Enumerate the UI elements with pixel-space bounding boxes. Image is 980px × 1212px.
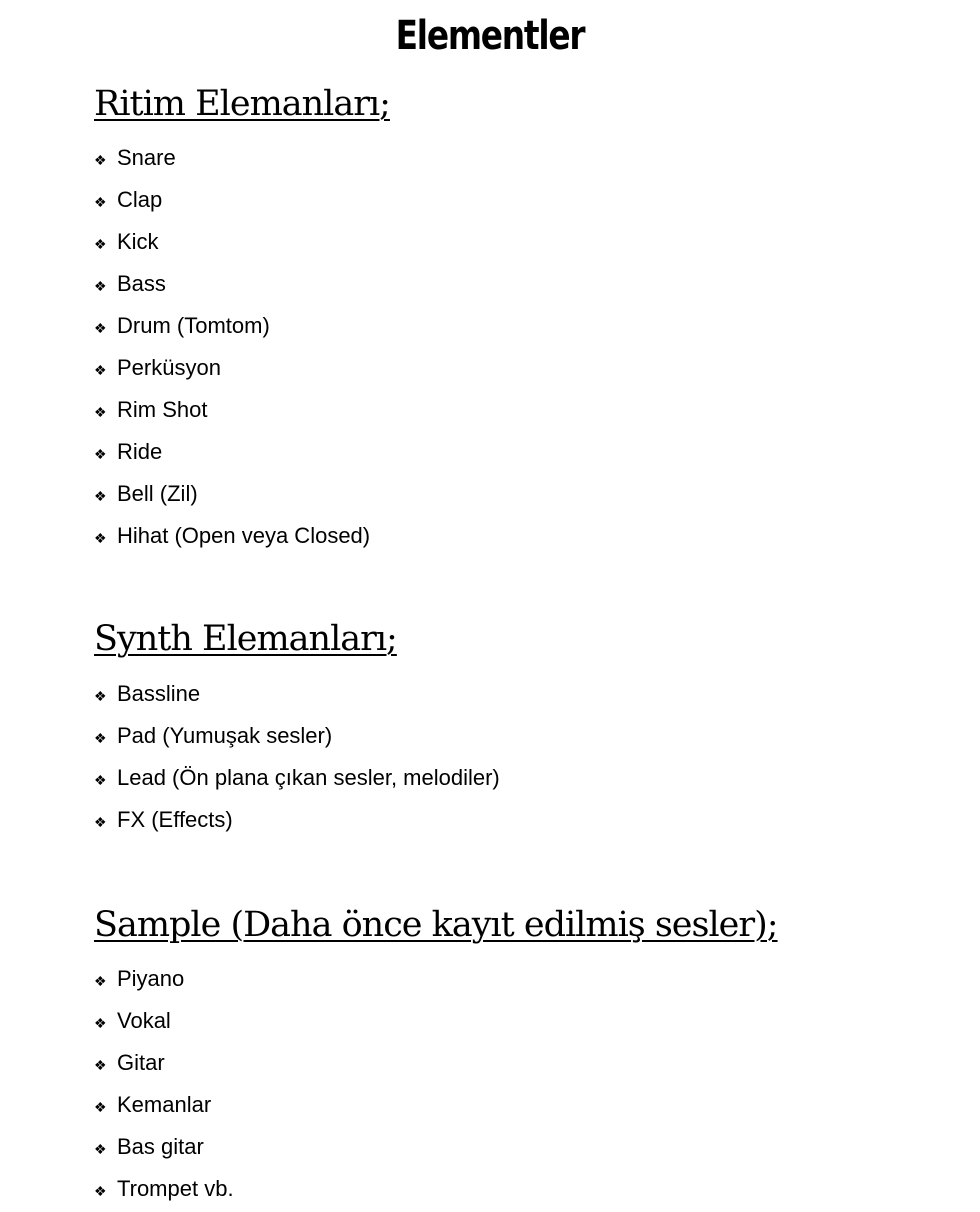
list-item: ❖ FX (Effects) bbox=[94, 799, 500, 841]
diamond-bullet-icon: ❖ bbox=[94, 730, 107, 746]
diamond-bullet-icon: ❖ bbox=[94, 152, 107, 168]
list-item: ❖ Kemanlar bbox=[94, 1084, 234, 1126]
list-item: ❖ Lead (Ön plana çıkan sesler, melodiler) bbox=[94, 757, 500, 799]
diamond-bullet-icon: ❖ bbox=[94, 814, 107, 830]
list-item: ❖ Kick bbox=[94, 221, 370, 263]
diamond-bullet-icon: ❖ bbox=[94, 1057, 107, 1073]
list-item: ❖ Ride bbox=[94, 431, 370, 473]
list-item: ❖ Drum (Tomtom) bbox=[94, 305, 370, 347]
section-heading-sample: Sample (Daha önce kayıt edilmiş sesler); bbox=[94, 905, 778, 945]
diamond-bullet-icon: ❖ bbox=[94, 278, 107, 294]
list-item: ❖ Hihat (Open veya Closed) bbox=[94, 515, 370, 557]
diamond-bullet-icon: ❖ bbox=[94, 1183, 107, 1199]
diamond-bullet-icon: ❖ bbox=[94, 1015, 107, 1031]
diamond-bullet-icon: ❖ bbox=[94, 1099, 107, 1115]
diamond-bullet-icon: ❖ bbox=[94, 530, 107, 546]
list-item: ❖ Pad (Yumuşak sesler) bbox=[94, 715, 500, 757]
diamond-bullet-icon: ❖ bbox=[94, 488, 107, 504]
list-item: ❖ Bass bbox=[94, 263, 370, 305]
list-item: ❖ Piyano bbox=[94, 958, 234, 1000]
diamond-bullet-icon: ❖ bbox=[94, 688, 107, 704]
diamond-bullet-icon: ❖ bbox=[94, 446, 107, 462]
list-item: ❖ Bell (Zil) bbox=[94, 473, 370, 515]
list-item: ❖ Rim Shot bbox=[94, 389, 370, 431]
list-item: ❖ Vokal bbox=[94, 1000, 234, 1042]
list-item: ❖ Clap bbox=[94, 179, 370, 221]
ritim-list bbox=[94, 137, 370, 557]
page-title: Elementler bbox=[395, 13, 585, 59]
section-heading-synth: Synth Elemanları; bbox=[94, 619, 397, 659]
list-item: ❖ Bassline bbox=[94, 673, 500, 715]
diamond-bullet-icon: ❖ bbox=[94, 320, 107, 336]
list-item: ❖ Snare bbox=[94, 137, 370, 179]
section-heading-ritim: Ritim Elemanları; bbox=[94, 84, 390, 124]
diamond-bullet-icon: ❖ bbox=[94, 194, 107, 210]
synth-list bbox=[94, 673, 500, 841]
diamond-bullet-icon: ❖ bbox=[94, 772, 107, 788]
diamond-bullet-icon: ❖ bbox=[94, 1141, 107, 1157]
list-item: ❖ Bas gitar bbox=[94, 1126, 234, 1168]
list-item: ❖ Trompet vb. bbox=[94, 1168, 234, 1210]
diamond-bullet-icon: ❖ bbox=[94, 973, 107, 989]
sample-list bbox=[94, 958, 234, 1210]
diamond-bullet-icon: ❖ bbox=[94, 362, 107, 378]
list-item: ❖ Gitar bbox=[94, 1042, 234, 1084]
diamond-bullet-icon: ❖ bbox=[94, 236, 107, 252]
diamond-bullet-icon: ❖ bbox=[94, 404, 107, 420]
list-item: ❖ Perküsyon bbox=[94, 347, 370, 389]
